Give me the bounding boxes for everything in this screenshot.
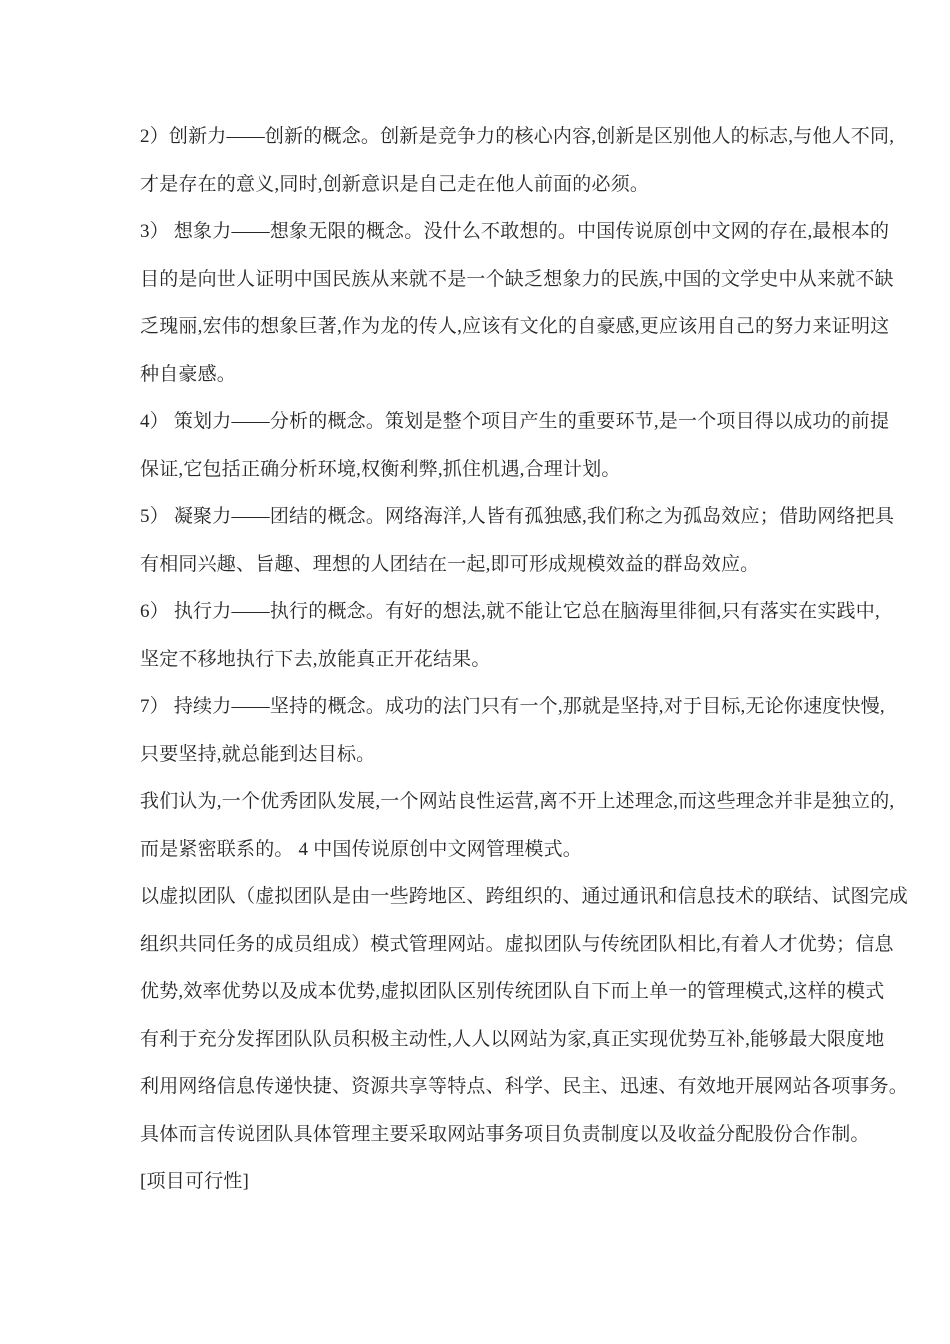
text-line: 种自豪感。 [140,363,237,385]
text-line: 2）创新力——创新的概念。创新是竞争力的核心内容,创新是区别他人的标志,与他人不同, [140,126,895,147]
text-line: 具体而言传说团队具体管理主要采取网站事务项目负责制度以及收益分配股份合作制。 [140,1123,870,1145]
text-line: 7） 持续力——坚持的概念。成功的法门只有一个,那就是坚持,对于目标,无论你速度快慢, [140,696,885,717]
text-line: 目的是向世人证明中国民族从来就不是一个缺乏想象力的民族,中国的文学史中从来就不缺 [140,268,894,290]
paragraph-management-method [140,1111,870,1159]
section-heading: [项目可行性] [140,1171,250,1192]
text-line: 6） 执行力——执行的概念。有好的想法,就不能让它总在脑海里徘徊,只有落实在实践中, [140,601,880,622]
paragraph-virtual-team [140,873,909,1111]
paragraph-cohesion [140,493,895,588]
paragraph-feasibility-heading [140,1158,832,1206]
text-line: 3） 想象力——想象无限的概念。没什么不敢想的。中国传说原创中文网的存在,最根本的 [140,221,890,242]
paragraph-execution [140,588,880,683]
text-line: 才是存在的意义,同时,创新意识是自己走在他人前面的必须。 [140,173,650,195]
text-line: 优势,效率优势以及成本优势,虚拟团队区别传统团队自下而上单一的管理模式,这样的模式 [140,981,885,1002]
text-line: 以虚拟团队（虚拟团队是由一些跨地区、跨组织的、通过通讯和信息技术的联结、试图完成 [140,886,909,907]
text-line: 有相同兴趣、旨趣、理想的人团结在一起,即可形成规模效益的群岛效应。 [140,553,760,575]
paragraph-persistence [140,683,885,778]
text-line: 有利于充分发挥团队队员积极主动性,人人以网站为家,真正实现优势互补,能够最大限度地 [140,1028,885,1050]
paragraph-imagination [140,208,894,398]
paragraph-innovation [140,113,895,208]
text-line: 乏瑰丽,宏伟的想象巨著,作为龙的传人,应该有文化的自豪感,更应该用自己的努力来证明这 [140,316,890,337]
text-line: 5） 凝聚力——团结的概念。网络海洋,人皆有孤独感,我们称之为孤岛效应；借助网络把具 [140,506,895,527]
text-line: 利用网络信息传递快捷、资源共享等特点、科学、民主、迅速、有效地开展网站各项事务。 [140,1076,909,1097]
text-line: 而是紧密联系的。 4 中国传说原创中文网管理模式。 [140,838,583,860]
paragraph-summary [140,778,895,873]
text-line: 只要坚持,就总能到达目标。 [140,743,376,765]
text-line: 4） 策划力——分析的概念。策划是整个项目产生的重要环节,是一个项目得以成功的前提 [140,411,890,432]
text-line: 保证,它包括正确分析环境,权衡利弊,抓住机遇,合理计划。 [140,458,621,480]
paragraph-planning [140,398,890,493]
text-line: 我们认为,一个优秀团队发展,一个网站良性运营,离不开上述理念,而这些理念并非是独立的, [140,791,895,812]
text-line: 坚定不移地执行下去,放能真正开花结果。 [140,648,491,670]
text-line: 组织共同任务的成员组成）模式管理网站。虚拟团队与传统团队相比,有着人才优势；信息 [140,933,894,955]
